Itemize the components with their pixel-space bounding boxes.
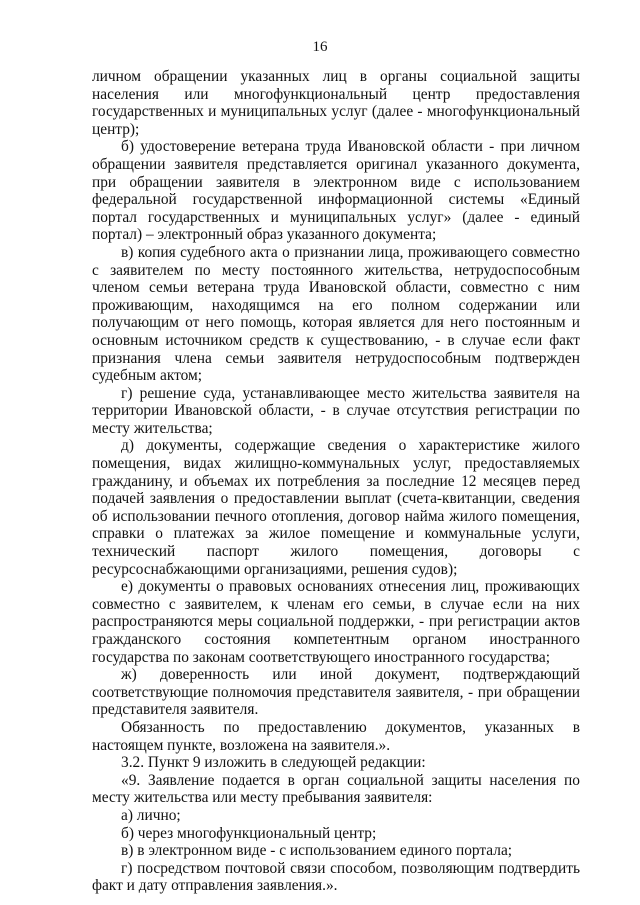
paragraph-option-b: б) через многофункциональный центр; [121,824,377,842]
paragraph-option-v: в) в электронном виде - с использованием единого портала; [121,842,513,860]
page-number: 16 [312,39,328,55]
paragraph-option-a: а) лично; [121,806,181,824]
paragraph-continuation: личном обращении указанных лиц в органы социальной защиты населения или многофункциональный центр предоставления государственных и муниципальных услуг (далее - многофункциональный центр); [92,68,580,138]
paragraph-section-3-2: 3.2. Пункт 9 изложить в следующей редакции: [121,754,426,772]
paragraph-item-zh-power-of-attorney: ж) доверенность или иной документ, подтверждающий соответствующие полномочия представителя заявителя, - при обращении представителя заявителя. [92,666,580,719]
paragraph-item-e-family-legal-grounds: е) документы о правовых основаниях отнесения лиц, проживающих совместно с заявителем, к членам его семьи, в случае если на них распространяются меры социальной поддержки, - при регистрации актов гражданского состояния компетентным органом иностранного государства по законам соответствующего иностранного государства; [92,578,580,666]
paragraph-item-b-veteran-certificate: б) удостоверение ветерана труда Ивановской области - при личном обращении заявителя представляется оригинал указанного документа, при обращении заявителя в электронном виде с использованием федеральной государственной информационной системы «Единый портал государственных и муниципальных услуг» (далее - единый портал) – электронный образ указанного документа; [92,138,580,244]
paragraph-item-v-court-act-copy: в) копия судебного акта о признании лица, проживающего совместно с заявителем по месту постоянного жительства, нетрудоспособным членом семьи ветерана труда Ивановской области, совместно с ним проживающим, находящимся на его полном содержании или получающим от него помощь, которая является для него постоянным и основным источником средств к существованию, - в случае если факт признания члена семьи заявителя нетрудоспособным подтвержден судебным актом; [92,243,580,385]
paragraph-item-g-court-decision: г) решение суда, устанавливающее место жительства заявителя на территории Ивановской области, - в случае отсутствия регистрации по месту жительства; [92,384,580,437]
document-body [92,68,580,895]
paragraph-point-9: «9. Заявление подается в орган социальной защиты населения по месту жительства или месту пребывания заявителя: [92,771,580,807]
paragraph-item-d-housing-documents: д) документы, содержащие сведения о характеристике жилого помещения, видах жилищно-коммунальных услуг, предоставляемых гражданину, и объемах их потребления за последние 12 месяцев перед подачей заявления о предоставлении выплат (счета-квитанции, сведения об использовании печного отопления, договор найма жилого помещения, справки о платежах за жилое помещение и коммунальные услуги, технический паспорт жилого помещения, договоры с ресурсоснабжающими организациями, решения судов); [92,437,580,578]
paragraph-option-g: г) посредством почтовой связи способом, позволяющим подтвердить факт и дату отправления заявления.». [92,859,580,895]
paragraph-obligation: Обязанность по предоставлению документов, указанных в настоящем пункте, возложена на заявителя.». [92,718,580,754]
